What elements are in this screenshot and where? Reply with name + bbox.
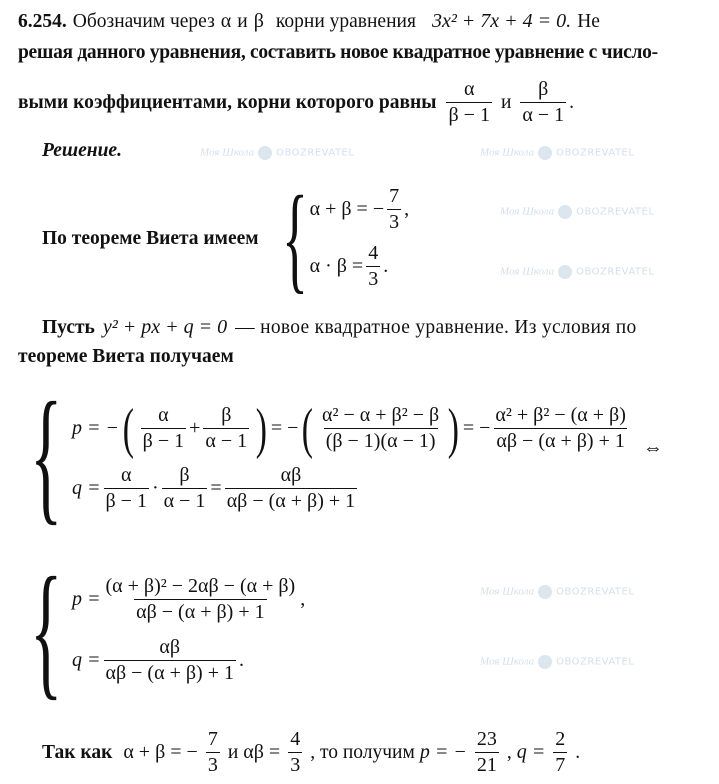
numerator: 2 — [555, 728, 566, 750]
problem-line-2: решая данного уравнения, составить новое квадратное уравнение с число- — [18, 42, 658, 63]
text: · — [151, 477, 159, 499]
numerator: 23 — [476, 728, 497, 750]
text: . — [575, 741, 581, 763]
fraction — [104, 464, 149, 513]
text: q = — [516, 741, 546, 763]
denominator: (β − 1)(α − 1) — [325, 430, 436, 452]
watermark: Моя Школа OBOZREVATEL — [500, 205, 655, 218]
text: Так как — [42, 741, 113, 763]
denominator: α − 1 — [163, 490, 206, 512]
denominator: 3 — [290, 754, 301, 776]
brace-icon: { — [30, 372, 63, 538]
text: , то получим — [310, 741, 415, 763]
denominator: β − 1 — [142, 430, 185, 452]
fraction — [366, 242, 380, 291]
text: , — [506, 741, 512, 763]
text: α + β = − — [123, 741, 198, 763]
numerator: αβ — [280, 464, 302, 486]
denominator: αβ − (α + β) + 1 — [496, 430, 625, 452]
denominator: 3 — [389, 211, 400, 233]
watermark: Моя Школа OBOZREVATEL — [480, 655, 635, 668]
watermark: Моя Школа OBOZREVATEL — [500, 265, 655, 278]
text: αβ = — [243, 741, 281, 763]
text: = − — [462, 417, 491, 439]
watermark: Моя Школа OBOZREVATEL — [200, 146, 355, 159]
text: Пусть — [42, 316, 95, 338]
numerator: 4 — [368, 242, 379, 264]
text: q = — [72, 477, 101, 499]
paren: ) — [255, 397, 268, 460]
problem-line-1 — [18, 10, 600, 33]
fraction — [387, 185, 401, 234]
text: α · β = — [309, 255, 364, 277]
text: q = — [72, 649, 101, 671]
numerator: β — [179, 464, 190, 486]
equation: y² + px + q = 0 — [102, 316, 228, 338]
fraction — [320, 404, 441, 453]
text: Обозначим через — [72, 10, 215, 32]
text: и — [237, 10, 248, 32]
watermark: Моя Школа OBOZREVATEL — [480, 585, 635, 598]
numerator: (α + β)² − 2αβ − (α + β) — [105, 575, 296, 597]
fraction — [203, 404, 249, 453]
solution-heading: Решение. — [42, 140, 122, 161]
text: . — [569, 91, 575, 113]
equivalence-icon: ⇔ — [642, 437, 663, 459]
beta: β — [253, 10, 264, 32]
fraction — [104, 575, 298, 624]
text: , — [300, 588, 306, 610]
denominator: αβ − (α + β) + 1 — [136, 601, 265, 623]
text: p = − — [72, 417, 119, 439]
text: α + β = − — [309, 198, 385, 220]
fraction — [288, 728, 302, 777]
problem-number: 6.254. — [18, 10, 67, 32]
denominator: β − 1 — [105, 490, 147, 512]
watermark: Моя Школа OBOZREVATEL — [480, 146, 635, 159]
numerator: α² − α + β² − β — [322, 404, 440, 426]
text: = — [210, 477, 222, 499]
fraction — [553, 728, 567, 777]
denominator: β − 1 — [448, 104, 490, 126]
text: корни уравнения — [275, 10, 416, 32]
text: p = — [72, 588, 101, 610]
text: выми коэффициентами, корни которого равны — [18, 91, 437, 113]
denominator: α − 1 — [205, 430, 248, 452]
numerator: α — [463, 78, 475, 100]
vieta-system — [282, 171, 410, 304]
system-2 — [30, 547, 306, 713]
denominator: αβ − (α + β) + 1 — [105, 662, 234, 684]
denominator: 3 — [207, 754, 218, 776]
numerator: β — [538, 78, 549, 100]
fraction — [104, 636, 236, 685]
text: p = − — [419, 741, 467, 763]
denominator: 3 — [368, 268, 379, 290]
text: и — [227, 741, 239, 763]
numerator: α — [158, 404, 169, 426]
denominator: αβ − (α + β) + 1 — [226, 490, 356, 512]
fraction — [520, 78, 566, 127]
fraction — [475, 728, 499, 777]
system-1 — [30, 372, 663, 538]
brace-icon: { — [30, 547, 63, 713]
fraction — [225, 464, 357, 513]
brace-icon: { — [282, 171, 308, 304]
paren: ) — [447, 397, 460, 460]
text: = − — [270, 417, 299, 439]
numerator: αβ — [159, 636, 181, 658]
text: . — [383, 255, 389, 277]
alpha: α — [220, 10, 232, 32]
fraction — [446, 78, 491, 127]
fraction — [493, 404, 627, 453]
text: Не — [577, 10, 600, 32]
numerator: 7 — [207, 728, 218, 750]
numerator: 7 — [389, 185, 400, 207]
numerator: β — [221, 404, 232, 426]
denominator: 7 — [555, 754, 566, 776]
fraction — [141, 404, 186, 453]
equation: 3x² + 7x + 4 = 0. — [431, 10, 572, 32]
let-line — [42, 316, 702, 339]
final-line — [42, 728, 580, 777]
vieta-text: По теореме Виета имеем — [42, 228, 259, 249]
problem-line-3 — [18, 78, 574, 127]
text: + — [189, 417, 201, 439]
text: . — [238, 649, 244, 671]
fraction — [162, 464, 208, 513]
numerator: 4 — [290, 728, 301, 750]
text: , — [404, 198, 410, 220]
paren: ( — [122, 397, 134, 460]
text: и — [500, 91, 512, 113]
fraction — [206, 728, 220, 777]
numerator: α — [120, 464, 132, 486]
text: — новое квадратное уравнение. Из условия по — [235, 316, 637, 338]
denominator: 21 — [476, 754, 497, 776]
let-line-2: теореме Виета получаем — [18, 346, 234, 367]
paren: ( — [302, 397, 314, 460]
numerator: α² + β² − (α + β) — [495, 404, 626, 426]
denominator: α − 1 — [522, 104, 565, 126]
